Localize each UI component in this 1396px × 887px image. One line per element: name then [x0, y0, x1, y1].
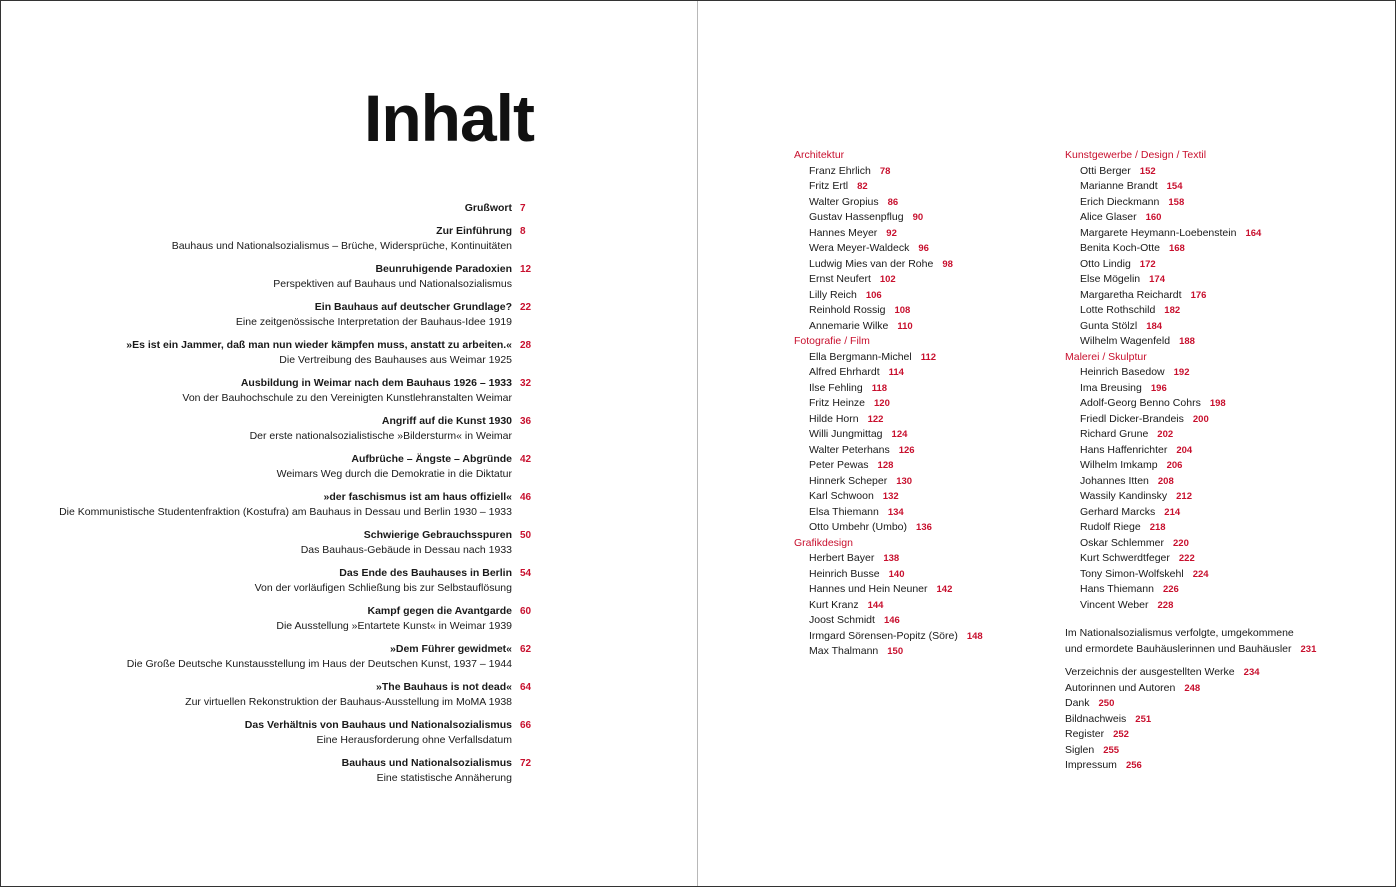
catalog-artist-entry[interactable]	[1080, 365, 1261, 381]
toc-entry[interactable]	[1, 642, 697, 673]
toc-page-number: 72	[520, 757, 532, 769]
catalog-artist-entry[interactable]	[1080, 303, 1261, 319]
catalog-column-right	[1065, 148, 1261, 613]
catalog-artist-entry[interactable]	[1080, 505, 1261, 521]
artist-page-number: 130	[896, 475, 913, 487]
artist-page-number: 112	[920, 351, 937, 363]
catalog-artist-entry[interactable]	[809, 164, 983, 180]
artist-name: Hans Thiemann	[1080, 583, 1154, 595]
artist-name: Otto Umbehr (Umbo)	[809, 521, 908, 533]
catalog-artist-entry[interactable]	[809, 567, 983, 583]
catalog-artist-entry[interactable]	[809, 210, 983, 226]
catalog-section-heading: Kunstgewerbe / Design / Textil	[1065, 149, 1207, 161]
artist-page-number: 192	[1173, 367, 1190, 378]
artist-page-number: 200	[1192, 413, 1209, 425]
artist-page-number: 184	[1146, 320, 1163, 332]
artist-page-number: 86	[887, 196, 899, 208]
catalog-artist-entry[interactable]	[1080, 164, 1261, 180]
artist-page-number: 150	[887, 646, 904, 657]
catalog-artist-entry[interactable]	[1080, 598, 1261, 614]
appendix-page-number: 234	[1243, 667, 1260, 678]
toc-page-number: 64	[520, 681, 532, 693]
toc-page-number: 62	[520, 643, 532, 655]
artist-name: Wera Meyer-Waldeck	[809, 242, 910, 254]
artist-name: Karl Schwoon	[809, 490, 874, 502]
toc-entry-subtitle: Von der vorläufigen Schließung bis zur Selbstauflösung	[254, 582, 512, 594]
artist-page-number: 228	[1157, 599, 1174, 611]
artist-name: Elsa Thiemann	[809, 505, 879, 518]
appendix-entry[interactable]	[1065, 743, 1385, 759]
catalog-artist-entry[interactable]	[809, 303, 983, 319]
artist-name: Gunta Stölzl	[1080, 319, 1138, 332]
artist-name: Hilde Horn	[809, 412, 859, 425]
artist-name: Annemarie Wilke	[809, 319, 889, 332]
toc-entry-title: »The Bauhaus is not dead«	[376, 680, 512, 693]
appendix-entry-name: Register	[1065, 728, 1105, 740]
toc-entry[interactable]	[1, 452, 697, 483]
appendix-entry-name: Autorinnen und Autoren	[1065, 681, 1176, 694]
artist-page-number: 132	[882, 491, 899, 502]
catalog-artist-entry[interactable]	[809, 396, 983, 412]
artist-page-number: 168	[1168, 243, 1185, 254]
toc-entry[interactable]	[1, 224, 697, 255]
artist-page-number: 206	[1166, 460, 1183, 471]
toc-entry-title: Zur Einführung	[436, 224, 512, 237]
toc-entry[interactable]	[1, 490, 697, 521]
artist-page-number: 108	[894, 305, 911, 316]
catalog-artist-entry[interactable]	[809, 179, 983, 195]
artist-name: Fritz Heinze	[809, 397, 866, 409]
toc-entry[interactable]	[1, 566, 697, 597]
artist-name: Fritz Ertl	[809, 180, 849, 192]
appendix-list	[1065, 665, 1385, 774]
artist-name: Wilhelm Wagenfeld	[1080, 335, 1171, 347]
catalog-artist-entry[interactable]	[809, 613, 983, 629]
artist-name: Kurt Schwerdtfeger	[1080, 552, 1170, 564]
appendix-entry[interactable]	[1065, 712, 1385, 728]
artist-page-number: 172	[1139, 258, 1156, 270]
artist-page-number: 218	[1149, 522, 1166, 533]
appendix-page-number: 256	[1125, 760, 1142, 771]
toc-entry-title: Schwierige Gebrauchsspuren	[363, 528, 512, 541]
artist-name: Johannes Itten	[1080, 474, 1149, 487]
artist-name: Lotte Rothschild	[1080, 304, 1156, 316]
artist-page-number: 212	[1176, 491, 1192, 502]
appendix-entry[interactable]	[1065, 758, 1385, 774]
toc-entry-title: »der faschismus ist am haus offiziell«	[323, 490, 512, 503]
toc-entry[interactable]	[1, 300, 697, 331]
catalog-section	[1065, 350, 1261, 614]
artist-name: Reinhold Rossig	[809, 304, 886, 316]
toc-page-number: 50	[520, 529, 532, 541]
artist-page-number: 154	[1166, 181, 1183, 192]
catalog-artist-entry[interactable]	[809, 288, 983, 304]
toc-entry[interactable]	[1, 718, 697, 749]
artist-page-number: 202	[1157, 429, 1174, 440]
appendix-entry-name: Dank	[1065, 697, 1090, 709]
toc-entry-subtitle: Die Vertreibung des Bauhauses aus Weimar 1925	[279, 354, 512, 366]
artist-page-number: 160	[1145, 212, 1162, 223]
artist-name: Friedl Dicker-Brandeis	[1080, 412, 1184, 425]
toc-entry-title: Aufbrüche – Ängste – Abgründe	[351, 452, 512, 465]
artist-name: Oskar Schlemmer	[1080, 536, 1165, 549]
artist-page-number: 82	[857, 181, 868, 192]
artist-name: Herbert Bayer	[809, 552, 875, 564]
artist-name: Hannes und Hein Neuner	[809, 583, 928, 595]
artist-name: Hans Haffenrichter	[1080, 443, 1168, 456]
artist-name: Adolf-Georg Benno Cohrs	[1080, 397, 1201, 409]
catalog-artist-entry[interactable]	[809, 195, 983, 211]
artist-page-number: 148	[966, 630, 983, 642]
toc-page-number: 66	[520, 719, 532, 731]
artist-name: Walter Gropius	[809, 195, 879, 208]
artist-page-number: 142	[936, 584, 953, 595]
toc-page-number: 60	[520, 605, 532, 617]
catalog-artist-entry[interactable]	[809, 520, 983, 536]
artist-name: Heinrich Busse	[809, 567, 880, 580]
toc-entry-title: Das Verhältnis von Bauhaus und Nationalsozialismus	[244, 718, 512, 731]
artist-page-number: 140	[888, 568, 905, 580]
toc-entry-title: Das Ende des Bauhauses in Berlin	[339, 566, 512, 579]
toc-entry-subtitle: Bauhaus und Nationalsozialismus – Brüche, Widersprüche, Kontinuitäten	[171, 240, 512, 252]
artist-name: Gerhard Marcks	[1080, 505, 1156, 518]
artist-name: Lilly Reich	[809, 288, 857, 301]
toc-entry-subtitle: Zur virtuellen Rekonstruktion der Bauhaus-Ausstellung im MoMA 1938	[185, 696, 512, 708]
artist-page-number: 220	[1173, 537, 1189, 549]
artist-page-number: 144	[867, 599, 884, 611]
persecuted-page-number: 231	[1300, 643, 1317, 655]
appendix-entry-name: Bildnachweis	[1065, 712, 1127, 725]
artist-name: Margarete Heymann-Loebenstein	[1080, 226, 1237, 239]
toc-entry[interactable]	[1, 756, 697, 787]
artist-page-number: 90	[912, 212, 924, 223]
artist-page-number: 158	[1168, 196, 1185, 208]
catalog-artist-entry[interactable]	[809, 629, 983, 645]
toc-page-number: 42	[520, 453, 532, 465]
artist-name: Max Thalmann	[809, 645, 879, 657]
toc-entry[interactable]	[1, 414, 697, 445]
catalog-artist-entry[interactable]	[1080, 489, 1261, 505]
artist-name: Benita Koch-Otte	[1080, 242, 1160, 254]
appendix-entry[interactable]	[1065, 727, 1385, 743]
artist-name: Alice Glaser	[1080, 211, 1137, 223]
toc-entry-subtitle: Perspektiven auf Bauhaus und Nationalsozialismus	[273, 278, 512, 290]
artist-page-number: 78	[879, 165, 891, 177]
artist-page-number: 226	[1162, 584, 1179, 595]
right-page	[698, 1, 1395, 886]
toc-entry-title: Beunruhigende Paradoxien	[375, 262, 512, 275]
artist-page-number: 136	[916, 522, 932, 533]
catalog-artist-entry[interactable]	[1080, 567, 1261, 583]
persecuted-entry[interactable]	[1065, 626, 1385, 657]
catalog-artist-entry[interactable]	[1080, 427, 1261, 443]
artist-page-number: 98	[942, 258, 953, 270]
toc-entry-subtitle: Von der Bauhochschule zu den Vereinigten Kunstlehranstalten Weimar	[182, 392, 512, 404]
left-page	[1, 1, 697, 886]
toc-entry[interactable]	[1, 262, 697, 293]
artist-name: Richard Grune	[1080, 428, 1149, 440]
appendix-page-number: 250	[1098, 698, 1115, 709]
artist-page-number: 174	[1149, 274, 1165, 285]
toc-entry[interactable]	[1, 528, 697, 559]
toc-entry[interactable]	[1, 604, 697, 635]
catalog-artist-entry[interactable]	[1080, 257, 1261, 273]
artist-name: Ludwig Mies van der Rohe	[809, 257, 934, 270]
artist-name: Hinnerk Scheper	[809, 474, 888, 487]
toc-entry[interactable]	[1, 376, 697, 407]
toc-entry-subtitle: Eine Herausforderung ohne Verfallsdatum	[316, 734, 512, 746]
artist-page-number: 124	[891, 429, 908, 440]
toc-entry-subtitle: Eine zeitgenössische Interpretation der Bauhaus-Idee 1919	[235, 316, 512, 328]
toc-entry-title: Bauhaus und Nationalsozialismus	[341, 756, 512, 769]
artist-name: Joost Schmidt	[809, 614, 875, 626]
catalog-artist-entry[interactable]	[809, 474, 983, 490]
catalog-artist-entry[interactable]	[1080, 241, 1261, 257]
catalog-artist-entry[interactable]	[809, 427, 983, 443]
catalog-artist-entry[interactable]	[1080, 334, 1261, 350]
toc-entry[interactable]	[1, 338, 697, 369]
artist-name: Irmgard Sörensen-Popitz (Söre)	[809, 629, 958, 642]
artist-page-number: 92	[886, 227, 897, 239]
appendix-section	[1065, 626, 1385, 774]
artist-name: Ima Breusing	[1080, 381, 1142, 394]
catalog-artist-entry[interactable]	[1080, 396, 1261, 412]
artist-page-number: 96	[918, 243, 929, 254]
catalog-artist-entry[interactable]	[809, 350, 983, 366]
artist-page-number: 222	[1178, 553, 1195, 564]
catalog-section	[794, 148, 983, 334]
artist-page-number: 102	[879, 274, 896, 285]
artist-name: Marianne Brandt	[1080, 180, 1158, 192]
catalog-artist-entry[interactable]	[809, 412, 983, 428]
toc-page-number: 36	[520, 415, 532, 427]
artist-page-number: 164	[1245, 227, 1262, 239]
appendix-entry-name: Verzeichnis der ausgestellten Werke	[1065, 666, 1235, 678]
artist-page-number: 138	[883, 553, 900, 564]
artist-name: Otto Lindig	[1080, 257, 1131, 270]
catalog-artist-entry[interactable]	[1080, 412, 1261, 428]
artist-name: Peter Pewas	[809, 459, 869, 471]
toc-entry-title: Grußwort	[464, 202, 512, 214]
catalog-artist-entry[interactable]	[1080, 272, 1261, 288]
catalog-artist-entry[interactable]	[1080, 520, 1261, 536]
appendix-page-number: 248	[1184, 682, 1201, 694]
catalog-artist-entry[interactable]	[809, 489, 983, 505]
persecuted-line-2: und ermordete Bauhäuslerinnen und Bauhäusler	[1065, 642, 1292, 655]
toc-page-number: 12	[520, 263, 532, 275]
artist-name: Franz Ehrlich	[809, 164, 871, 177]
toc-entry-subtitle: Die Kommunistische Studentenfraktion (Kostufra) am Bauhaus in Dessau und Berlin 1930 – 1933	[59, 506, 512, 518]
appendix-page-number: 251	[1135, 713, 1152, 725]
artist-name: Erich Dieckmann	[1080, 195, 1160, 208]
catalog-artist-entry[interactable]	[1080, 179, 1261, 195]
artist-name: Alfred Ehrhardt	[809, 366, 880, 378]
appendix-entry-name: Siglen	[1065, 743, 1095, 756]
catalog-artist-entry[interactable]	[809, 582, 983, 598]
catalog-column-left	[794, 148, 983, 660]
catalog-section	[1065, 148, 1261, 350]
catalog-artist-entry[interactable]	[809, 241, 983, 257]
toc-entry-subtitle: Die Ausstellung »Entartete Kunst« in Weimar 1939	[276, 620, 512, 632]
catalog-artist-entry[interactable]	[1080, 195, 1261, 211]
artist-page-number: 118	[871, 382, 888, 394]
catalog-artist-entry[interactable]	[1080, 474, 1261, 490]
catalog-section-heading: Fotografie / Film	[794, 335, 870, 347]
toc-entry[interactable]	[1, 201, 697, 217]
artist-page-number: 146	[883, 615, 900, 626]
toc-entry-subtitle: Das Bauhaus-Gebäude in Dessau nach 1933	[300, 544, 512, 556]
artist-name: Ilse Fehling	[809, 381, 863, 394]
catalog-section-heading: Architektur	[794, 149, 845, 161]
appendix-entry[interactable]	[1065, 696, 1385, 712]
catalog-section	[794, 536, 983, 660]
artist-page-number: 128	[877, 460, 894, 471]
toc-page-number: 32	[520, 377, 532, 389]
catalog-artist-entry[interactable]	[809, 551, 983, 567]
catalog-artist-entry[interactable]	[1080, 210, 1261, 226]
artist-page-number: 120	[874, 398, 890, 409]
page-title: Inhalt	[364, 81, 534, 155]
artist-name: Wassily Kandinsky	[1080, 490, 1168, 502]
catalog-artist-entry[interactable]	[809, 257, 983, 273]
artist-page-number: 208	[1157, 475, 1174, 487]
appendix-entry-name: Impressum	[1065, 759, 1117, 771]
toc-list	[1, 201, 697, 794]
artist-name: Else Mögelin	[1080, 273, 1141, 285]
artist-page-number: 126	[898, 444, 915, 456]
appendix-entry[interactable]	[1065, 665, 1385, 681]
artist-name: Ernst Neufert	[809, 273, 871, 285]
toc-entry[interactable]	[1, 680, 697, 711]
artist-page-number: 204	[1176, 444, 1193, 456]
catalog-artist-entry[interactable]	[1080, 582, 1261, 598]
catalog-artist-entry[interactable]	[809, 365, 983, 381]
artist-name: Gustav Hassenpflug	[809, 211, 904, 223]
toc-page-number: 54	[520, 567, 532, 579]
toc-entry-subtitle: Die Große Deutsche Kunstausstellung im Haus der Deutschen Kunst, 1937 – 1944	[126, 658, 512, 670]
catalog-artist-entry[interactable]	[1080, 458, 1261, 474]
artist-page-number: 134	[887, 506, 904, 518]
artist-page-number: 122	[867, 413, 884, 425]
appendix-page-number: 252	[1113, 729, 1129, 740]
toc-page-number: 46	[520, 491, 532, 503]
artist-page-number: 188	[1179, 336, 1195, 347]
catalog-artist-entry[interactable]	[1080, 551, 1261, 567]
artist-page-number: 114	[888, 367, 904, 378]
toc-entry-title: Angriff auf die Kunst 1930	[381, 414, 512, 427]
artist-name: Heinrich Basedow	[1080, 366, 1165, 378]
artist-name: Walter Peterhans	[809, 443, 890, 456]
catalog-artist-entry[interactable]	[1080, 381, 1261, 397]
artist-name: Hannes Meyer	[809, 226, 878, 239]
catalog-artist-entry[interactable]	[1080, 443, 1261, 459]
artist-name: Margaretha Reichardt	[1080, 288, 1182, 301]
artist-page-number: 182	[1164, 305, 1181, 316]
toc-entry-title: Ein Bauhaus auf deutscher Grundlage?	[314, 300, 512, 313]
toc-entry-subtitle: Weimars Weg durch die Demokratie in die Diktatur	[276, 468, 512, 480]
toc-entry-subtitle: Der erste nationalsozialistische »Bildersturm« in Weimar	[249, 430, 512, 442]
toc-page-number: 8	[520, 225, 526, 237]
catalog-artist-entry[interactable]	[1080, 226, 1261, 242]
artist-name: Otti Berger	[1080, 164, 1131, 177]
catalog-artist-entry[interactable]	[809, 272, 983, 288]
artist-name: Kurt Kranz	[809, 598, 859, 611]
artist-page-number: 224	[1192, 568, 1209, 580]
artist-name: Rudolf Riege	[1080, 521, 1141, 533]
catalog-artist-entry[interactable]	[809, 381, 983, 397]
catalog-section-heading: Malerei / Skulptur	[1065, 350, 1147, 363]
artist-page-number: 176	[1190, 289, 1207, 301]
catalog-artist-entry[interactable]	[1080, 288, 1261, 304]
artist-name: Tony Simon-Wolfskehl	[1080, 567, 1184, 580]
toc-entry-title: Kampf gegen die Avantgarde	[367, 604, 512, 617]
catalog-artist-entry[interactable]	[809, 644, 983, 660]
toc-page-number: 7	[520, 203, 526, 214]
artist-page-number: 214	[1164, 506, 1181, 518]
toc-entry-title: »Es ist ein Jammer, daß man nun wieder kämpfen muss, anstatt zu arbeiten.«	[126, 338, 512, 351]
catalog-artist-entry[interactable]	[1080, 319, 1261, 335]
appendix-entry[interactable]	[1065, 681, 1385, 697]
artist-page-number: 196	[1150, 382, 1167, 394]
artist-page-number: 198	[1209, 398, 1226, 409]
catalog-section-heading: Grafikdesign	[794, 536, 853, 549]
artist-name: Vincent Weber	[1080, 598, 1149, 611]
catalog-artist-entry[interactable]	[809, 226, 983, 242]
catalog-artist-entry[interactable]	[809, 458, 983, 474]
artist-page-number: 110	[897, 320, 913, 332]
artist-name: Wilhelm Imkamp	[1080, 459, 1158, 471]
catalog-artist-entry[interactable]	[1080, 536, 1261, 552]
catalog-artist-entry[interactable]	[809, 505, 983, 521]
appendix-page-number: 255	[1103, 744, 1120, 756]
toc-entry-title: »Dem Führer gewidmet«	[390, 642, 512, 655]
catalog-artist-entry[interactable]	[809, 443, 983, 459]
catalog-artist-entry[interactable]	[809, 598, 983, 614]
toc-entry-title: Ausbildung in Weimar nach dem Bauhaus 1926 – 1933	[240, 376, 512, 389]
catalog-section	[794, 334, 983, 536]
persecuted-line-1: Im Nationalsozialismus verfolgte, umgekommene	[1065, 627, 1294, 639]
toc-entry-subtitle: Eine statistische Annäherung	[376, 772, 512, 784]
artist-name: Willi Jungmittag	[809, 428, 883, 440]
artist-page-number: 106	[865, 289, 882, 301]
artist-name: Ella Bergmann-Michel	[809, 350, 912, 363]
artist-page-number: 152	[1139, 165, 1156, 177]
catalog-artist-entry[interactable]	[809, 319, 983, 335]
toc-page-number: 22	[520, 301, 532, 313]
toc-page-number: 28	[520, 339, 532, 351]
